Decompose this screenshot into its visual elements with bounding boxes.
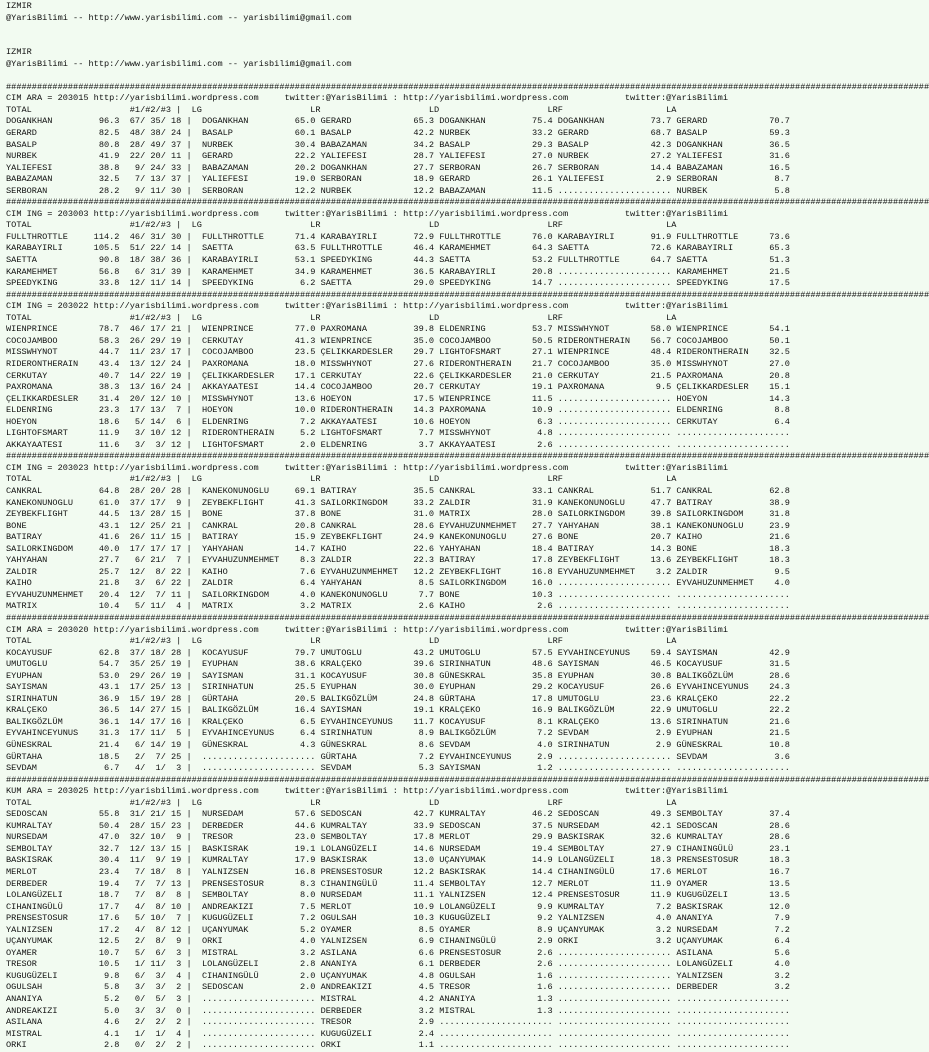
table-row: NURSEDAM 47.0 32/ 10/ 9 | TRESOR 23.0 SEMBOLTAY 17.8 MERLOT 29.9 BASKISRAK 32.6 KUMRALTAY 28.6 bbox=[6, 832, 790, 843]
table-row: GERARD 82.5 48/ 38/ 24 | BASALP 60.1 BASALP 42.2 NURBEK 33.2 GERARD 68.7 BASALP 59.3 bbox=[6, 128, 790, 139]
table-row: KRALÇEKO 36.5 14/ 27/ 15 | BALIKGÖZLÜM 16.4 SAYISMAN 19.1 KRALÇEKO 16.9 BALIKGÖZLÜM 22.9 UMUTOGLU 22.2 bbox=[6, 705, 790, 716]
table-row: ORKI 2.8 0/ 2/ 2 | ...................... ORKI 1.1 ...................... ...................... ...................... bbox=[6, 1040, 790, 1051]
table-row: KANEKONUNOGLU 61.0 37/ 17/ 9 | ZEYBEKFLIGHT 41.3 SAILORKINGDOM 33.2 ZALDIR 31.9 KANEKONUNOGLU 47.7 BATIRAY 38.9 bbox=[6, 497, 790, 508]
blank-line bbox=[6, 36, 851, 48]
table-row: SAETTA 90.8 18/ 38/ 36 | KARABAYIRLI 53.1 SPEEDYKING 44.3 SAETTA 53.2 FULLTHROTTLE 64.7 SAETTA 51.3 bbox=[6, 255, 790, 266]
table-row: SEVDAM 6.7 4/ 1/ 3 | ...................... SEVDAM 5.3 SAYISMAN 1.2 ...................... ...................... bbox=[6, 763, 790, 774]
blank-line bbox=[6, 70, 851, 82]
column-header: TOTAL #1/#2/#3 | LG LR LD LRF LA bbox=[6, 797, 677, 808]
report-city: IZMIR bbox=[6, 1, 32, 11]
table-row: MATRIX 10.4 5/ 11/ 4 | MATRIX 3.2 MATRIX 2.6 KAIHO 2.6 ...................... ...................... bbox=[6, 601, 790, 612]
table-row: BASALP 80.8 28/ 49/ 37 | NURBEK 30.4 BABAZAMAN 34.2 BASALP 29.3 BASALP 42.3 DOGANKHAN 36.5 bbox=[6, 139, 790, 150]
race-title: CIM ING = 203022 http://yarisbilimi.wordpress.com twitter:@YarisBilimi : http://yarisbilimi.wordpress.com twitter:@YarisBilimi bbox=[6, 301, 728, 312]
table-row: KOCAYUSUF 62.8 37/ 18/ 28 | KOCAYUSUF 79.7 UMUTOGLU 43.2 UMUTOGLU 57.5 EYVAHINCEYUNUS 59.4 SAYISMAN 42.9 bbox=[6, 647, 790, 658]
table-row: EYVAHINCEYUNUS 31.3 17/ 11/ 5 | EYVAHINCEYUNUS 6.4 SIRINHATUN 8.9 BALIKGÖZLÜM 7.2 SEVDAM 2.9 EYUPHAN 21.5 bbox=[6, 728, 790, 739]
column-header: TOTAL #1/#2/#3 | LG LR LD LRF LA bbox=[6, 312, 677, 323]
table-row: CANKRAL 64.8 28/ 20/ 28 | KANEKONUNOGLU 69.1 BATIRAY 35.5 CANKRAL 33.1 CANKRAL 51.7 CANKRAL 62.8 bbox=[6, 485, 790, 496]
table-row: LIGHTOFSMART 11.9 3/ 10/ 12 | RIDERONTHERAIN 5.2 LIGHTOFSMART 7.7 MISSWHYNOT 4.8 ...................... ...................... bbox=[6, 428, 790, 439]
table-row: GÜRTAHA 18.5 2/ 7/ 25 | ...................... GÜRTAHA 7.2 EYVAHINCEYUNUS 2.9 ...................... SEVDAM 3.6 bbox=[6, 751, 790, 762]
race-title: CIM ARA = 203020 http://yarisbilimi.wordpress.com twitter:@YarisBilimi : http://yarisbilimi.wordpress.com twitter:@YarisBilimi bbox=[6, 624, 728, 635]
table-row: BALIKGÖZLÜM 36.1 14/ 17/ 16 | KRALÇEKO 6.5 EYVAHINCEYUNUS 11.7 KOCAYUSUF 8.1 KRALÇEKO 13.6 SIRINHATUN 21.6 bbox=[6, 716, 790, 727]
table-row: KUMRALTAY 50.4 28/ 15/ 23 | DERBEDER 44.6 KUMRALTAY 33.9 SEDOSCAN 37.5 NURSEDAM 42.1 SEDOSCAN 28.6 bbox=[6, 820, 790, 831]
table-row: AKKAYAATESI 11.6 3/ 3/ 12 | LIGHTOFSMART 2.0 ELDENRING 3.7 AKKAYAATESI 2.6 ...................... ...................... bbox=[6, 439, 790, 450]
table-row: SEDOSCAN 55.8 31/ 21/ 15 | NURSEDAM 57.6 SEDOSCAN 42.7 KUMRALTAY 46.2 SEDOSCAN 49.3 SEMBOLTAY 37.4 bbox=[6, 809, 790, 820]
table-row: NURBEK 41.9 22/ 20/ 11 | GERARD 22.2 YALIEFESI 28.7 YALIEFESI 27.0 NURBEK 27.2 YALIEFESI 31.6 bbox=[6, 151, 790, 162]
table-row: SAYISMAN 43.1 17/ 25/ 13 | SIRINHATUN 25.5 EYUPHAN 30.0 EYUPHAN 29.2 KOCAYUSUF 26.6 EYVAHINCEYUNUS 24.3 bbox=[6, 682, 790, 693]
table-row: MISSWHYNOT 44.7 11/ 23/ 17 | COCOJAMBOO 23.5 ÇELIKKARDESLER 29.7 LIGHTOFSMART 27.1 WIENPRINCE 48.4 RIDERONTHERAIN 32.5 bbox=[6, 347, 790, 358]
table-row: MERLOT 23.4 7/ 18/ 8 | YALNIZSEN 16.8 PRENSESTOSUR 12.2 BASKISRAK 14.4 CIHANINGÜLÜ 17.6 MERLOT 16.7 bbox=[6, 867, 790, 878]
table-row: PAXROMANA 38.3 13/ 16/ 24 | AKKAYAATESI 14.4 COCOJAMBOO 20.7 CERKUTAY 19.1 PAXROMANA 9.5 ÇELIKKARDESLER 15.1 bbox=[6, 382, 790, 393]
column-header: TOTAL #1/#2/#3 | LG LR LD LRF LA bbox=[6, 220, 677, 231]
race-title: CIM ARA = 203015 http://yarisbilimi.wordpress.com twitter:@YarisBilimi : http://yarisbilimi.wordpress.com twitter:@YarisBilimi bbox=[6, 93, 728, 104]
table-row: SERBORAN 28.2 9/ 11/ 30 | SERBORAN 12.2 NURBEK 12.2 BABAZAMAN 11.5 ...................... NURBEK 5.8 bbox=[6, 185, 790, 196]
separator-line: ################################################################################################################################################################################### bbox=[6, 774, 929, 785]
table-row: WIENPRINCE 78.7 46/ 17/ 21 | WIENPRINCE 77.0 PAXROMANA 39.8 ELDENRING 53.7 MISSWHYNOT 58.0 WIENPRINCE 54.1 bbox=[6, 324, 790, 335]
table-row: SAILORKINGDOM 40.0 17/ 17/ 17 | YAHYAHAN 14.7 KAIHO 22.6 YAHYAHAN 18.4 BATIRAY 14.3 BONE 18.3 bbox=[6, 543, 790, 554]
table-row: ANANIYA 5.2 0/ 5/ 3 | ...................... MISTRAL 4.2 ANANIYA 1.3 ...................... ...................... bbox=[6, 994, 790, 1005]
report-contact-line: @YarisBilimi -- http://www.yarisbilimi.com -- yarisbilimi@gmail.com bbox=[6, 12, 352, 23]
separator-line: ################################################################################################################################################################################### bbox=[6, 612, 929, 623]
table-row: ELDENRING 23.3 17/ 13/ 7 | HOEYON 10.0 RIDERONTHERAIN 14.3 PAXROMANA 10.9 ...................... ELDENRING 8.8 bbox=[6, 405, 790, 416]
table-row: SIRINHATUN 36.9 15/ 19/ 28 | GÜRTAHA 20.5 BALIKGÖZLÜM 24.8 GÜRTAHA 17.8 UMUTOGLU 23.6 KRALÇEKO 22.2 bbox=[6, 693, 790, 704]
table-row: EYUPHAN 53.0 29/ 26/ 19 | SAYISMAN 31.1 KOCAYUSUF 30.8 GÜNESKRAL 35.8 EYUPHAN 30.8 BALIKGÖZLÜM 28.6 bbox=[6, 670, 790, 681]
race-blocks bbox=[6, 81, 929, 1052]
table-row: ANDREAKIZI 5.0 3/ 3/ 0 | ...................... DERBEDER 3.2 MISTRAL 1.3 ...................... ...................... bbox=[6, 1005, 790, 1016]
table-row: KARAMEHMET 56.8 6/ 31/ 39 | KARAMEHMET 34.9 KARAMEHMET 36.5 KARABAYIRLI 20.8 ...................... KARAMEHMET 21.5 bbox=[6, 266, 790, 277]
separator-line: ################################################################################################################################################################################### bbox=[6, 289, 929, 300]
column-header: TOTAL #1/#2/#3 | LG LR LD LRF LA bbox=[6, 104, 677, 115]
table-row: BONE 43.1 12/ 25/ 21 | CANKRAL 20.8 CANKRAL 28.6 EYVAHUZUNMEHMET 27.7 YAHYAHAN 38.1 KANEKONUNOGLU 23.9 bbox=[6, 520, 790, 531]
table-row: BABAZAMAN 32.5 7/ 13/ 37 | YALIEFESI 19.0 SERBORAN 18.9 GERARD 26.1 YALIEFESI 2.9 SERBORAN 8.7 bbox=[6, 174, 790, 185]
table-row: GÜNESKRAL 21.4 6/ 14/ 19 | GÜNESKRAL 4.3 GÜNESKRAL 8.6 SEVDAM 4.0 SIRINHATUN 2.9 GÜNESKRAL 10.8 bbox=[6, 740, 790, 750]
table-row: DOGANKHAN 96.3 67/ 35/ 18 | DOGANKHAN 65.0 GERARD 65.3 DOGANKHAN 75.4 DOGANKHAN 73.7 GERARD 70.7 bbox=[6, 116, 790, 127]
race-title: CIM ING = 203023 http://yarisbilimi.wordpress.com twitter:@YarisBilimi : http://yarisbilimi.wordpress.com twitter:@YarisBilimi bbox=[6, 462, 728, 473]
table-row: OGULSAH 5.8 3/ 3/ 2 | SEDOSCAN 2.0 ANDREAKIZI 4.5 TRESOR 1.6 ...................... DERBEDER 3.2 bbox=[6, 982, 790, 993]
table-row: OYAMER 10.7 5/ 6/ 3 | MISTRAL 3.2 ASILANA 6.6 PRENSESTOSUR 2.6 ...................... ASILANA 5.6 bbox=[6, 947, 790, 958]
blank-line bbox=[6, 24, 851, 36]
table-row: DERBEDER 19.4 7/ 7/ 13 | PRENSESTOSUR 8.3 CIHANINGÜLÜ 11.4 SEMBOLTAY 12.7 MERLOT 11.9 OYAMER 13.5 bbox=[6, 878, 790, 889]
table-row: ASILANA 4.6 2/ 2/ 2 | ...................... TRESOR 2.9 ...................... ...................... ...................... bbox=[6, 1017, 790, 1028]
table-row: ZALDIR 25.7 12/ 8/ 22 | KAIHO 7.6 EYVAHUZUNMEHMET 12.2 ZEYBEKFLIGHT 16.8 EYVAHUZUNMEHMET 3.2 ZALDIR 9.5 bbox=[6, 566, 790, 577]
table-row: CIHANINGÜLÜ 17.7 4/ 8/ 10 | ANDREAKIZI 7.5 MERLOT 10.9 LOLANGÜZELI 9.9 KUMRALTAY 7.2 BASKISRAK 12.0 bbox=[6, 901, 790, 912]
table-row: LOLANGÜZELI 18.7 7/ 8/ 8 | SEMBOLTAY 8.0 NURSEDAM 11.1 YALNIZSEN 12.4 PRENSESTOSUR 11.9 KUGUGÜZELI 13.5 bbox=[6, 890, 790, 901]
separator-line: ################################################################################################################################################################################### bbox=[6, 451, 929, 462]
table-row: BASKISRAK 30.4 11/ 9/ 19 | KUMRALTAY 17.9 BASKISRAK 13.0 UÇANYUMAK 14.9 LOLANGÜZELI 18.3 PRENSESTOSUR 18.3 bbox=[6, 855, 790, 866]
table-row: MISTRAL 4.1 1/ 1/ 4 | ...................... KUGUGÜZELI 2.4 ...................... ...................... ...................... bbox=[6, 1028, 790, 1039]
table-row: SPEEDYKING 33.8 12/ 11/ 14 | SPEEDYKING 6.2 SAETTA 29.0 SPEEDYKING 14.7 ...................... SPEEDYKING 17.5 bbox=[6, 278, 790, 289]
separator-line: ################################################################################################################################################################################### bbox=[6, 81, 929, 92]
table-row: UMUTOGLU 54.7 35/ 25/ 19 | EYUPHAN 38.6 KRALÇEKO 39.6 SIRINHATUN 48.6 SAYISMAN 46.5 KOCAYUSUF 31.5 bbox=[6, 659, 790, 670]
table-row: KAIHO 21.8 3/ 6/ 22 | ZALDIR 6.4 YAHYAHAN 8.5 SAILORKINGDOM 16.0 ...................... EYVAHUZUNMEHMET 4.0 bbox=[6, 578, 790, 589]
table-row: PRENSESTOSUR 17.6 5/ 10/ 7 | KUGUGÜZELI 7.2 OGULSAH 10.3 KUGUGÜZELI 9.2 YALNIZSEN 4.0 ANANIYA 7.9 bbox=[6, 913, 790, 924]
table-row: YALNIZSEN 17.2 4/ 8/ 12 | UÇANYUMAK 5.2 OYAMER 8.5 OYAMER 8.9 UÇANYUMAK 3.2 NURSEDAM 7.2 bbox=[6, 924, 790, 935]
table-row: YALIEFESI 38.8 9/ 24/ 33 | BABAZAMAN 20.2 DOGANKHAN 27.7 SERBORAN 26.7 SERBORAN 14.4 BABAZAMAN 16.5 bbox=[6, 162, 790, 173]
table-row: ÇELIKKARDESLER 31.4 20/ 12/ 10 | MISSWHYNOT 13.6 HOEYON 17.5 WIENPRINCE 11.5 ...................... HOEYON 14.3 bbox=[6, 393, 790, 404]
table-row: RIDERONTHERAIN 43.4 13/ 12/ 24 | PAXROMANA 18.0 MISSWHYNOT 27.6 RIDERONTHERAIN 21.7 COCOJAMBOO 35.0 MISSWHYNOT 27.0 bbox=[6, 358, 790, 369]
report-contact-line: @YarisBilimi -- http://www.yarisbilimi.com -- yarisbilimi@gmail.com bbox=[6, 58, 352, 69]
table-row: HOEYON 18.6 5/ 14/ 6 | ELDENRING 7.2 AKKAYAATESI 10.6 HOEYON 6.3 ...................... CERKUTAY 6.4 bbox=[6, 416, 790, 427]
table-row: KARABAYIRLI 105.5 51/ 22/ 14 | SAETTA 63.5 FULLTHROTTLE 46.4 KARAMEHMET 64.3 SAETTA 72.6 KARABAYIRLI 65.3 bbox=[6, 243, 790, 254]
table-row: UÇANYUMAK 12.5 2/ 8/ 9 | ORKI 4.0 YALNIZSEN 6.9 CIHANINGÜLÜ 2.9 ORKI 3.2 UÇANYUMAK 6.4 bbox=[6, 936, 790, 947]
table-row: KUGUGÜZELI 9.8 6/ 3/ 4 | CIHANINGÜLÜ 2.0 UÇANYUMAK 4.8 OGULSAH 1.6 ...................... YALNIZSEN 3.2 bbox=[6, 970, 790, 981]
separator-line: ################################################################################################################################################################################### bbox=[6, 197, 929, 208]
table-row: BATIRAY 41.6 26/ 11/ 15 | BATIRAY 15.9 ZEYBEKFLIGHT 24.9 KANEKONUNOGLU 27.6 BONE 20.7 KAIHO 21.6 bbox=[6, 532, 790, 543]
race-title: KUM ARA = 203025 http://yarisbilimi.wordpress.com twitter:@YarisBilimi : http://yarisbilimi.wordpress.com twitter:@YarisBilimi bbox=[6, 786, 728, 797]
table-row: CERKUTAY 40.7 14/ 22/ 19 | ÇELIKKARDESLER 17.1 CERKUTAY 22.6 ÇELIKKARDESLER 21.0 CERKUTAY 21.5 PAXROMANA 20.8 bbox=[6, 370, 790, 381]
column-header: TOTAL #1/#2/#3 | LG LR LD LRF LA bbox=[6, 474, 677, 485]
table-row: FULLTHROTTLE 114.2 46/ 31/ 30 | FULLTHROTTLE 71.4 KARABAYIRLI 72.9 FULLTHROTTLE 76.0 KARABAYIRLI 91.9 FULLTHROTTLE 73.6 bbox=[6, 231, 790, 242]
table-row: ZEYBEKFLIGHT 44.5 13/ 28/ 15 | BONE 37.8 BONE 31.0 MATRIX 28.0 SAILORKINGDOM 39.8 SAILORKINGDOM 31.8 bbox=[6, 509, 790, 520]
table-row: EYVAHUZUNMEHMET 20.4 12/ 7/ 11 | SAILORKINGDOM 4.0 KANEKONUNOGLU 7.7 BONE 10.3 ...................... ...................... bbox=[6, 589, 790, 600]
table-row: TRESOR 10.5 1/ 11/ 3 | LOLANGÜZELI 2.8 ANANIYA 6.1 DERBEDER 2.6 ...................... LOLANGÜZELI 4.0 bbox=[6, 959, 790, 970]
table-row: COCOJAMBOO 58.3 26/ 29/ 19 | CERKUTAY 41.3 WIENPRINCE 35.0 COCOJAMBOO 50.5 RIDERONTHERAIN 56.7 COCOJAMBOO 50.1 bbox=[6, 335, 790, 346]
race-title: CIM ING = 203003 http://yarisbilimi.wordpress.com twitter:@YarisBilimi : http://yarisbilimi.wordpress.com twitter:@YarisBilimi bbox=[6, 208, 728, 219]
table-row: YAHYAHAN 27.7 6/ 21/ 7 | EYVAHUZUNMEHMET 8.3 ZALDIR 22.3 BATIRAY 17.8 ZEYBEKFLIGHT 13.6 ZEYBEKFLIGHT 18.3 bbox=[6, 555, 790, 566]
report-city: IZMIR bbox=[6, 47, 32, 58]
column-header: TOTAL #1/#2/#3 | LG LR LD LRF LA bbox=[6, 636, 677, 647]
table-row: SEMBOLTAY 32.7 12/ 13/ 15 | BASKISRAK 19.1 LOLANGÜZELI 14.6 NURSEDAM 19.4 SEMBOLTAY 27.9 CIHANINGÜLÜ 23.1 bbox=[6, 843, 790, 854]
